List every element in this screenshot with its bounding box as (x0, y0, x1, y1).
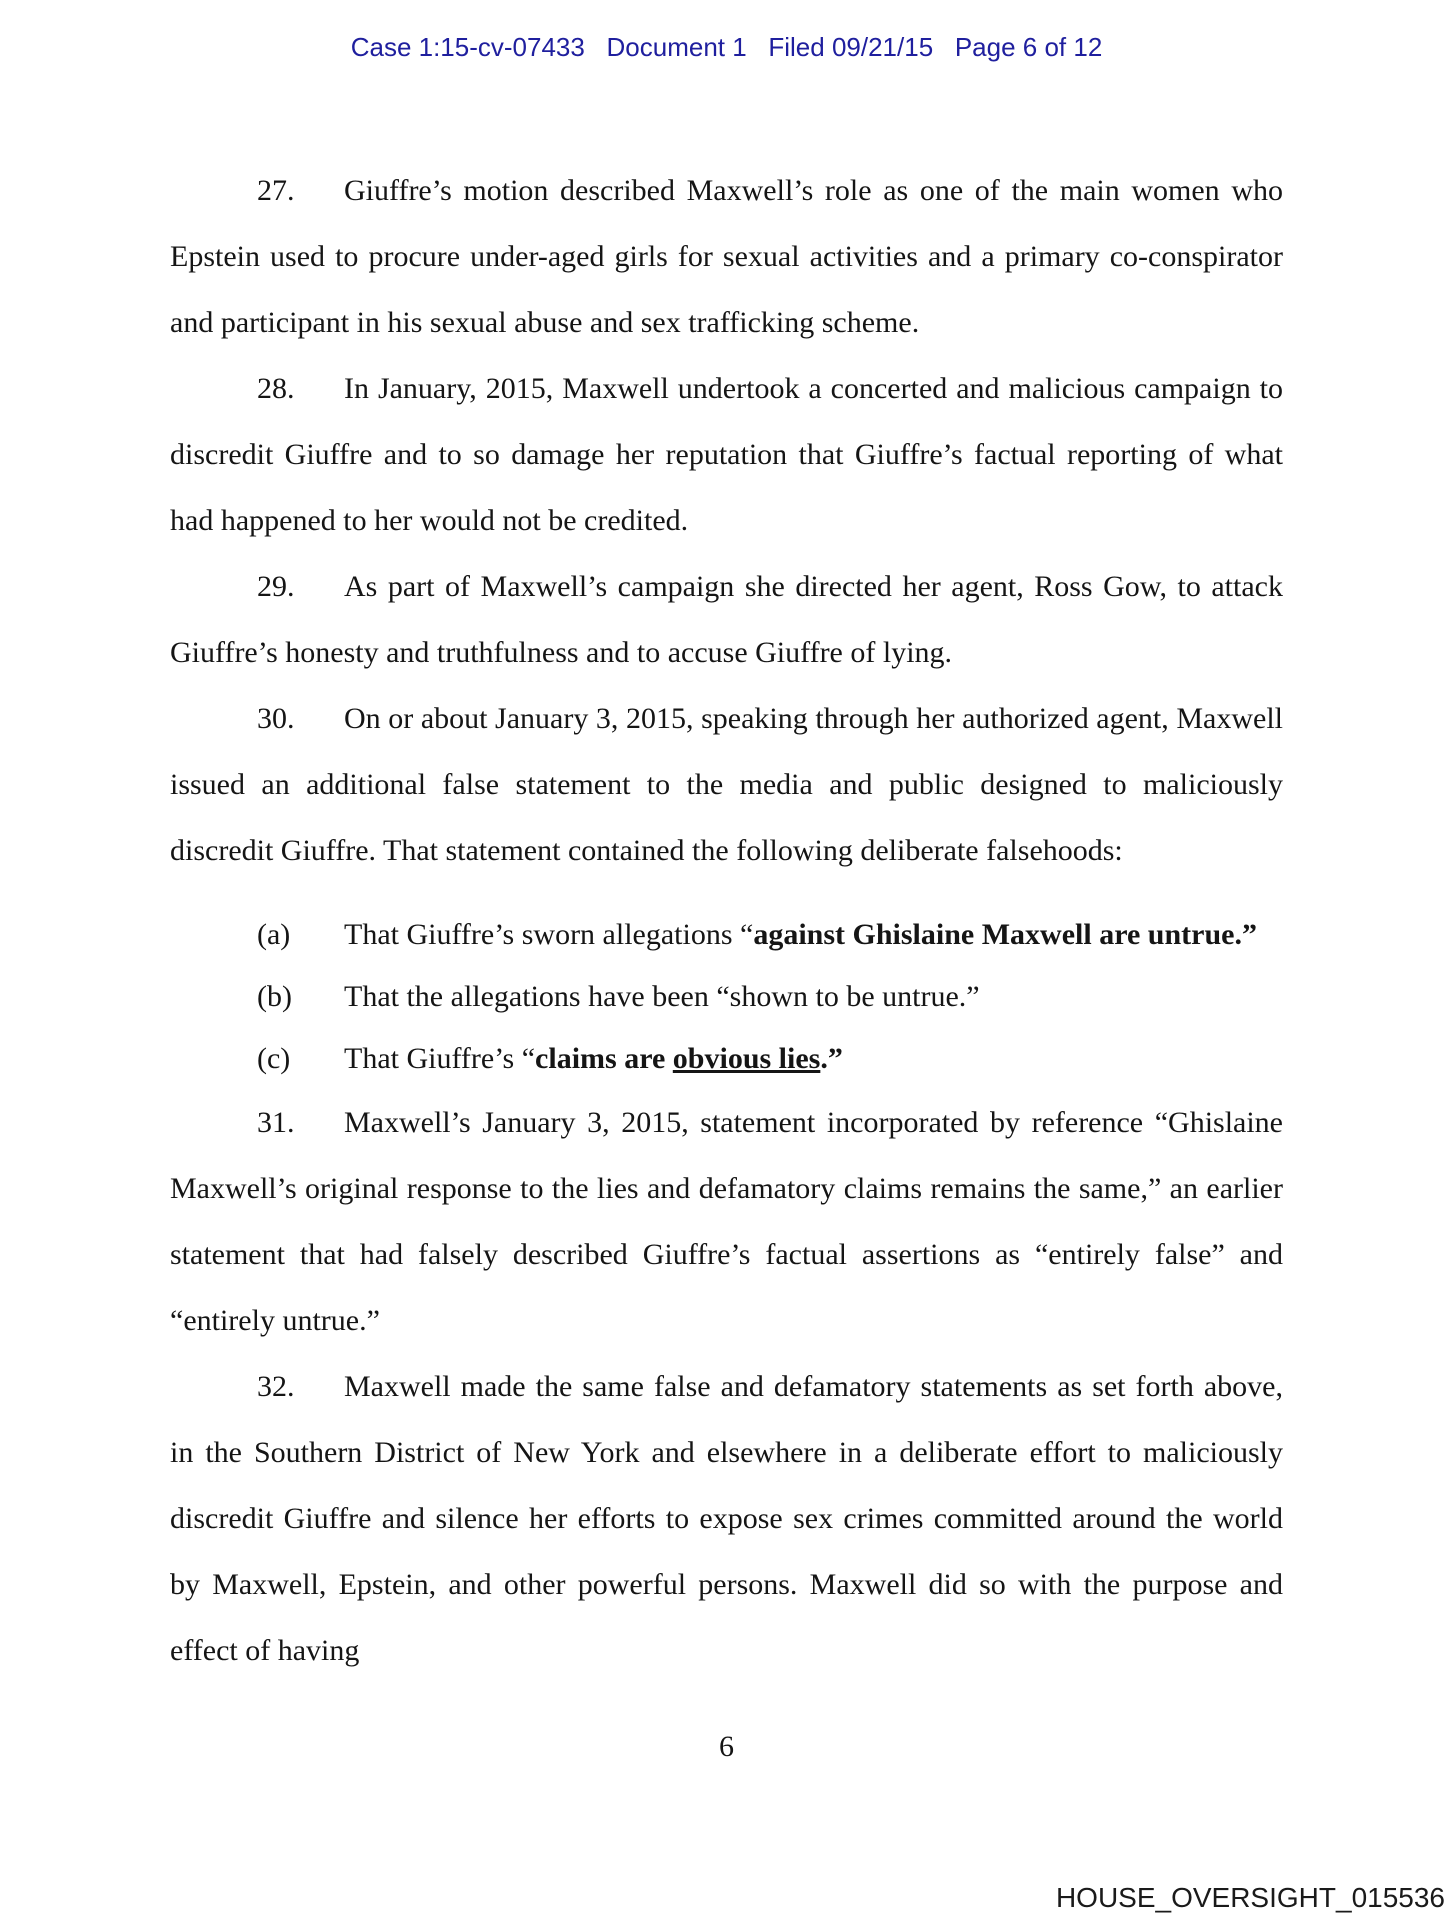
falsehood-list (170, 904, 1283, 1090)
paragraph-27 (170, 158, 1283, 356)
list-item-c (257, 1028, 1283, 1090)
paragraph-number: 31. (257, 1106, 295, 1139)
list-marker: (c) (257, 1042, 291, 1075)
list-item-text: That Giuffre’s sworn allegations “ (344, 918, 754, 951)
court-filing-stamp: Case 1:15-cv-07433 Document 1 Filed 09/21/15 Page 6 of 12 (350, 32, 1103, 62)
paragraph-28 (170, 356, 1283, 554)
list-item-bold-text: against Ghislaine Maxwell are untrue.” (753, 918, 1257, 951)
paragraph-text: As part of Maxwell’s campaign she directed her agent, Ross Gow, to attack Giuffre’s honesty and truthfulness and to accuse Giuffre of lying. (170, 570, 1283, 669)
paragraph-30 (170, 686, 1283, 884)
list-item-text: That Giuffre’s “ (344, 1042, 536, 1075)
paragraph-number: 28. (257, 372, 295, 405)
list-item-bold-text: claims are (535, 1042, 673, 1075)
paragraph-text: On or about January 3, 2015, speaking through her authorized agent, Maxwell issued an additional false statement to the media and public designed to maliciously discredit Giuffre. That statement contained the following deliberate falsehoods: (170, 702, 1283, 867)
list-item-text: That the allegations have been “shown to be untrue.” (344, 980, 980, 1013)
paragraph-text: Giuffre’s motion described Maxwell’s role as one of the main women who Epstein used to procure under-aged girls for sexual activities and a primary co-conspirator and participant in his sexual abuse and sex trafficking scheme. (170, 174, 1283, 339)
paragraph-text: Maxwell made the same false and defamatory statements as set forth above, in the Southern District of New York and elsewhere in a deliberate effort to maliciously discredit Giuffre and silence her efforts to expose sex crimes committed around the world by Maxwell, Epstein, and other powerful persons. Maxwell did so with the purpose and effect of having (170, 1370, 1283, 1667)
paragraph-number: 27. (257, 174, 295, 207)
list-item-a (257, 904, 1283, 966)
paragraph-number: 32. (257, 1370, 295, 1403)
paragraph-number: 30. (257, 702, 295, 735)
paragraph-32 (170, 1354, 1283, 1684)
list-marker: (b) (257, 980, 292, 1013)
paragraph-number: 29. (257, 570, 295, 603)
list-item-underlined-text: obvious lies (672, 1042, 821, 1075)
paragraph-31 (170, 1090, 1283, 1354)
list-marker: (a) (257, 918, 291, 951)
document-body (170, 158, 1283, 1684)
paragraph-29 (170, 554, 1283, 686)
list-item-b (257, 966, 1283, 1028)
page-number: 6 (719, 1730, 734, 1763)
paragraph-text: Maxwell’s January 3, 2015, statement incorporated by reference “Ghislaine Maxwell’s original response to the lies and defamatory claims remains the same,” an earlier statement that had falsely described Giuffre’s factual assertions as “entirely false” and “entirely untrue.” (170, 1106, 1283, 1337)
list-item-bold-text: .” (820, 1042, 843, 1075)
paragraph-text: In January, 2015, Maxwell undertook a concerted and malicious campaign to discredit Giuffre and to so damage her reputation that Giuffre’s factual reporting of what had happened to her would not be credited. (170, 372, 1283, 537)
bates-number: HOUSE_OVERSIGHT_015536 (1055, 1882, 1445, 1913)
